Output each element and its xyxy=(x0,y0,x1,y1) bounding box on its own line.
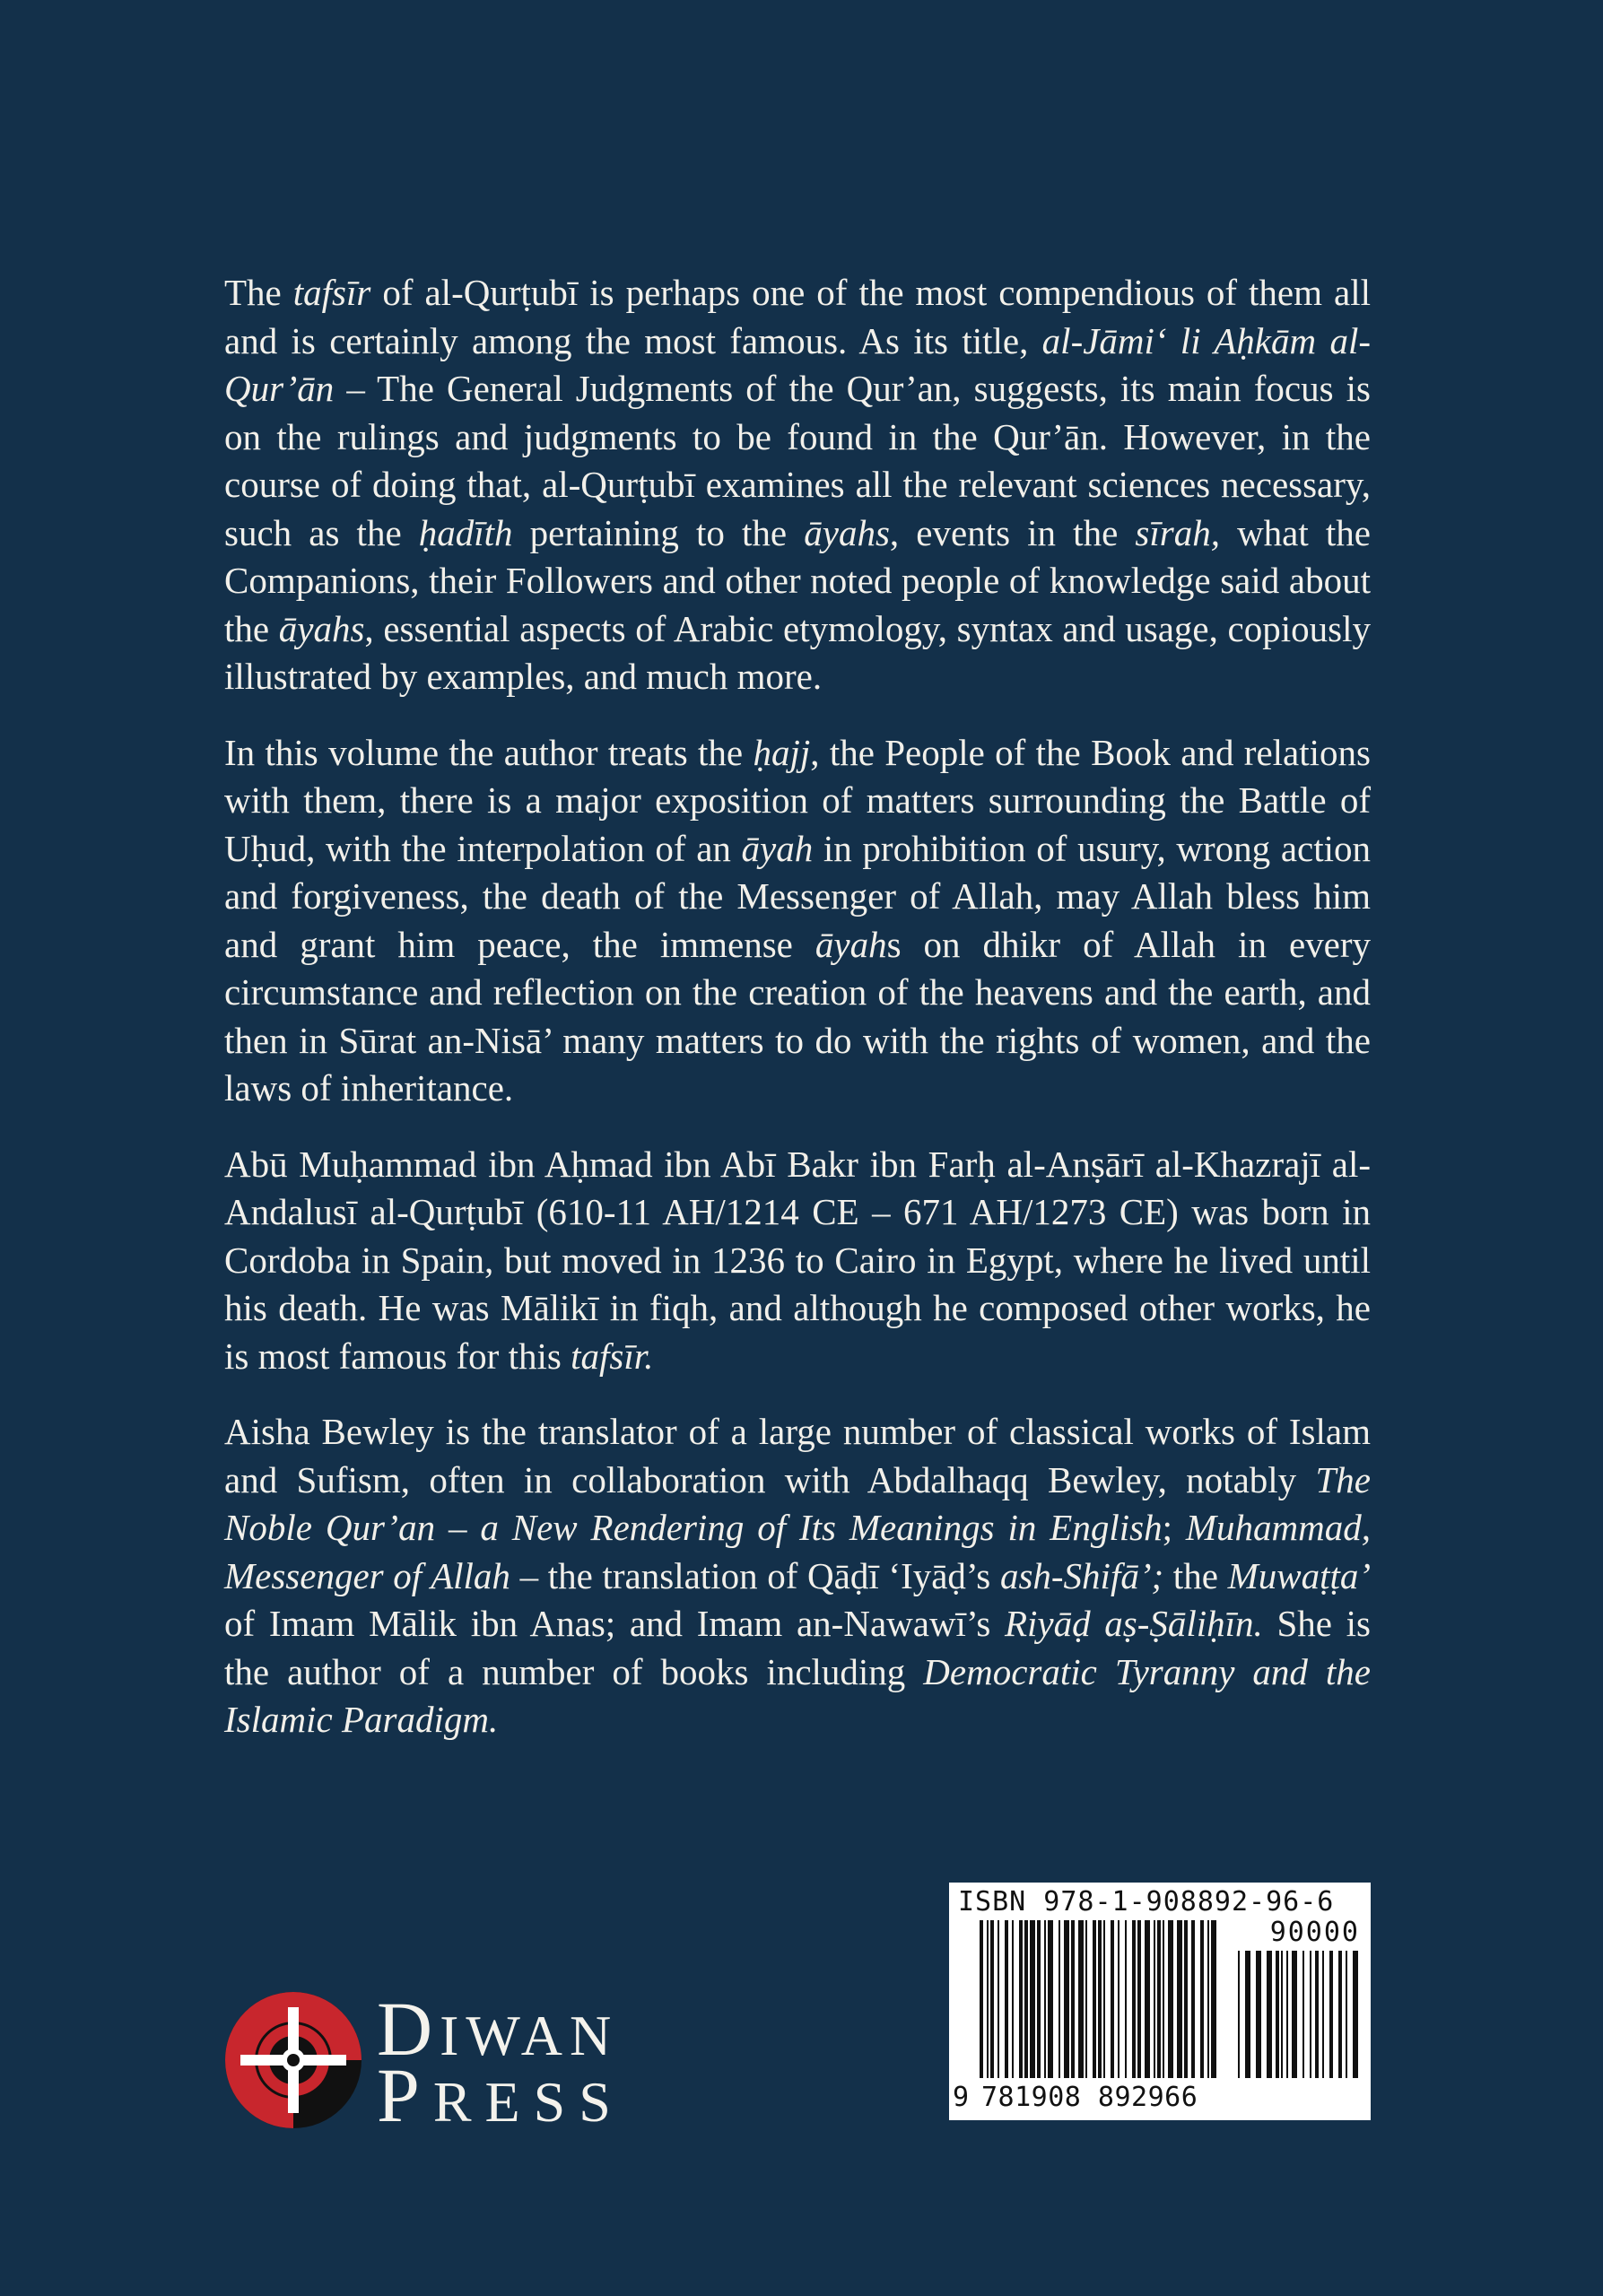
logo-wordmark-press: PRESS xyxy=(377,2052,624,2138)
text-run: Aisha Bewley is the translator of a large number of classical works of Islam and Sufism, often in collaboration with Abdalhaqq Bewley, notably xyxy=(224,1411,1371,1500)
text-run: – the translation of Qāḍī ‘Iyāḍ’s xyxy=(510,1554,1000,1596)
barcode-bar xyxy=(1163,1920,1164,2078)
italic-run: Democratic Tyranny and the Islamic Paradigm. xyxy=(224,1650,1372,1740)
barcode-bar xyxy=(1184,1920,1188,2078)
text-run: the xyxy=(1163,1554,1228,1596)
logo-wordmark-diwan: DIWAN xyxy=(377,1986,619,2072)
italic-run: āyah xyxy=(741,827,814,869)
barcode-bar xyxy=(1211,1920,1216,2078)
blurb-paragraph-4 xyxy=(224,1408,1371,1744)
text-run: in prohibition of usury, wrong action and forgiveness, the death of the Messenger of Allah, may Allah bless him and grant him peace, the immense xyxy=(224,827,1371,965)
italic-run: ash-Shifā’; xyxy=(999,1554,1164,1596)
text-run: Abū Muḥammad ibn Aḥmad ibn Abī Bakr ibn Farḥ al-Anṣārī al-Khazrajī al-Andalusī al-Qurṭubī (610-11 AH/1214 CE – 671 AH/1273 CE) was born in Cordoba in Spain, but moved in 1236 to Cairo in Egypt, where he lived until his death. He was Mālikī in fiqh, and although he composed other works, he is most famous for this xyxy=(224,1143,1371,1377)
text-run: In this volume the author treats the xyxy=(224,731,754,773)
addon-bar xyxy=(1276,1951,1279,2078)
barcode-bar xyxy=(1137,1920,1141,2078)
addon-bar xyxy=(1281,1951,1283,2078)
barcode-bar xyxy=(1191,1920,1195,2078)
barcode-bar xyxy=(1145,1920,1150,2078)
addon-bar xyxy=(1292,1951,1297,2078)
text-run: s on dhikr of Allah in every circumstance and reflection on the creation of the heavens and the earth, and then in Sūrat an-Nisā’ many matters to do with the rights of women, and the laws of inheritance. xyxy=(224,923,1371,1109)
addon-bar xyxy=(1286,1951,1288,2078)
barcode-bar xyxy=(1071,1920,1075,2078)
barcode-bar xyxy=(987,1920,989,2078)
back-cover-blurb xyxy=(224,269,1371,1772)
blurb-paragraph-2 xyxy=(224,729,1371,1113)
isbn-barcode xyxy=(949,1883,1371,2120)
barcode-bar xyxy=(1154,1920,1155,2078)
text-run: The xyxy=(224,272,293,313)
addon-bar xyxy=(1310,1951,1311,2078)
barcode-bar xyxy=(1111,1920,1114,2078)
barcode-bar xyxy=(1037,1920,1041,2078)
text-run: of Imam Mālik ibn Anas; and Imam an-Nawawī’s xyxy=(224,1603,1005,1644)
barcode-bar xyxy=(1012,1920,1014,2078)
italic-run: Muhammad, Messenger of Allah xyxy=(224,1507,1371,1596)
barcode-bar xyxy=(1059,1920,1060,2078)
barcode-bar xyxy=(1024,1920,1028,2078)
italic-run: tafsīr. xyxy=(571,1335,654,1377)
italic-run: ḥajj xyxy=(753,731,811,773)
addon-bar xyxy=(1315,1951,1319,2078)
addon-bar xyxy=(1267,1951,1272,2078)
addon-bar xyxy=(1238,1951,1240,2078)
barcode-bar xyxy=(1064,1920,1069,2078)
barcode-bar xyxy=(1019,1920,1023,2078)
text-run: pertaining to the xyxy=(512,511,805,553)
italic-run: tafsīr xyxy=(292,272,371,313)
barcode-bar xyxy=(1093,1920,1096,2078)
italic-run: sīrah, xyxy=(1135,511,1220,553)
blurb-paragraph-1 xyxy=(224,269,1371,701)
addon-bar xyxy=(1322,1951,1324,2078)
barcode-bar xyxy=(1168,1920,1173,2078)
barcode-bar xyxy=(1030,1920,1035,2078)
text-run: She is the author of a number of books including xyxy=(224,1603,1371,1692)
barcode-bar xyxy=(1098,1920,1102,2078)
addon-bar xyxy=(1256,1951,1261,2078)
ean-digits: 781908 892966 xyxy=(981,2082,1198,2113)
text-run: , events in the xyxy=(889,511,1136,553)
addon-bar xyxy=(1329,1951,1333,2078)
italic-run: Muwaṭṭa’ xyxy=(1227,1554,1371,1596)
barcode-bar xyxy=(1085,1920,1087,2078)
barcode-bar xyxy=(1044,1920,1046,2078)
barcode-bar xyxy=(1200,1920,1204,2078)
addon-bar xyxy=(1346,1951,1347,2078)
italic-run: āyahs xyxy=(804,511,890,553)
text-run: , the People of the Book and relations with them, there is a major exposition of matters surrounding the Battle of Uḥud, with the interpolation of an xyxy=(224,731,1371,869)
text-run: – The General Judgments of the Qur’an, suggests, its main focus is on the rulings and judgments to be found in the Qur’ān. However, in the course of doing that, al-Qurṭubī examines all the relevant sciences necessary, such as the xyxy=(224,368,1371,553)
italic-run: ḥadīth xyxy=(418,511,513,553)
barcode-bar xyxy=(1048,1920,1053,2078)
italic-run: Riyāḍ aṣ-Ṣāliḥīn. xyxy=(1004,1603,1263,1644)
italic-run: āyah xyxy=(815,923,887,965)
isbn-label: ISBN 978-1-908892-96-6 xyxy=(958,1886,1335,1918)
blurb-paragraph-3 xyxy=(224,1141,1371,1381)
diwan-emblem-icon xyxy=(222,1989,364,2131)
addon-bar xyxy=(1353,1951,1358,2078)
ean-first-digit: 9 xyxy=(953,2082,970,2113)
italic-run: The Noble Qur’an – a New Rendering of Its Meanings in English xyxy=(224,1458,1371,1548)
italic-run: al-Jāmi‘ li Aḥkām al-Qur’ān xyxy=(224,319,1371,409)
barcode-bar xyxy=(1157,1920,1161,2078)
barcode-bar xyxy=(1177,1920,1182,2078)
text-run: ; xyxy=(1162,1507,1186,1548)
barcode-bar xyxy=(1118,1920,1119,2078)
addon-bar xyxy=(1245,1951,1250,2078)
barcode-bar xyxy=(990,1920,994,2078)
addon-bar xyxy=(1302,1951,1304,2078)
barcode-bar xyxy=(980,1920,983,2078)
barcode-bar xyxy=(1005,1920,1008,2078)
barcode-bar xyxy=(1078,1920,1084,2078)
text-run: of al-Qurṭubī is perhaps one of the most compendious of them all and is certainly among the most famous. As its title, xyxy=(224,272,1372,361)
barcode-bar xyxy=(998,1920,999,2078)
addon-bar xyxy=(1338,1951,1342,2078)
price-addon: 90000 xyxy=(1269,1917,1360,1948)
text-run: , essential aspects of Arabic etymology, syntax and usage, copiously illustrated by examples, and much more. xyxy=(224,607,1371,697)
text-run: what the Companions, their Followers and other noted people of knowledge said about the xyxy=(224,511,1371,649)
italic-run: āyahs xyxy=(278,607,365,649)
barcode-bar xyxy=(1132,1920,1136,2078)
barcode-bar xyxy=(1207,1920,1209,2078)
barcode-bar xyxy=(1125,1920,1127,2078)
barcode-bar xyxy=(1103,1920,1105,2078)
